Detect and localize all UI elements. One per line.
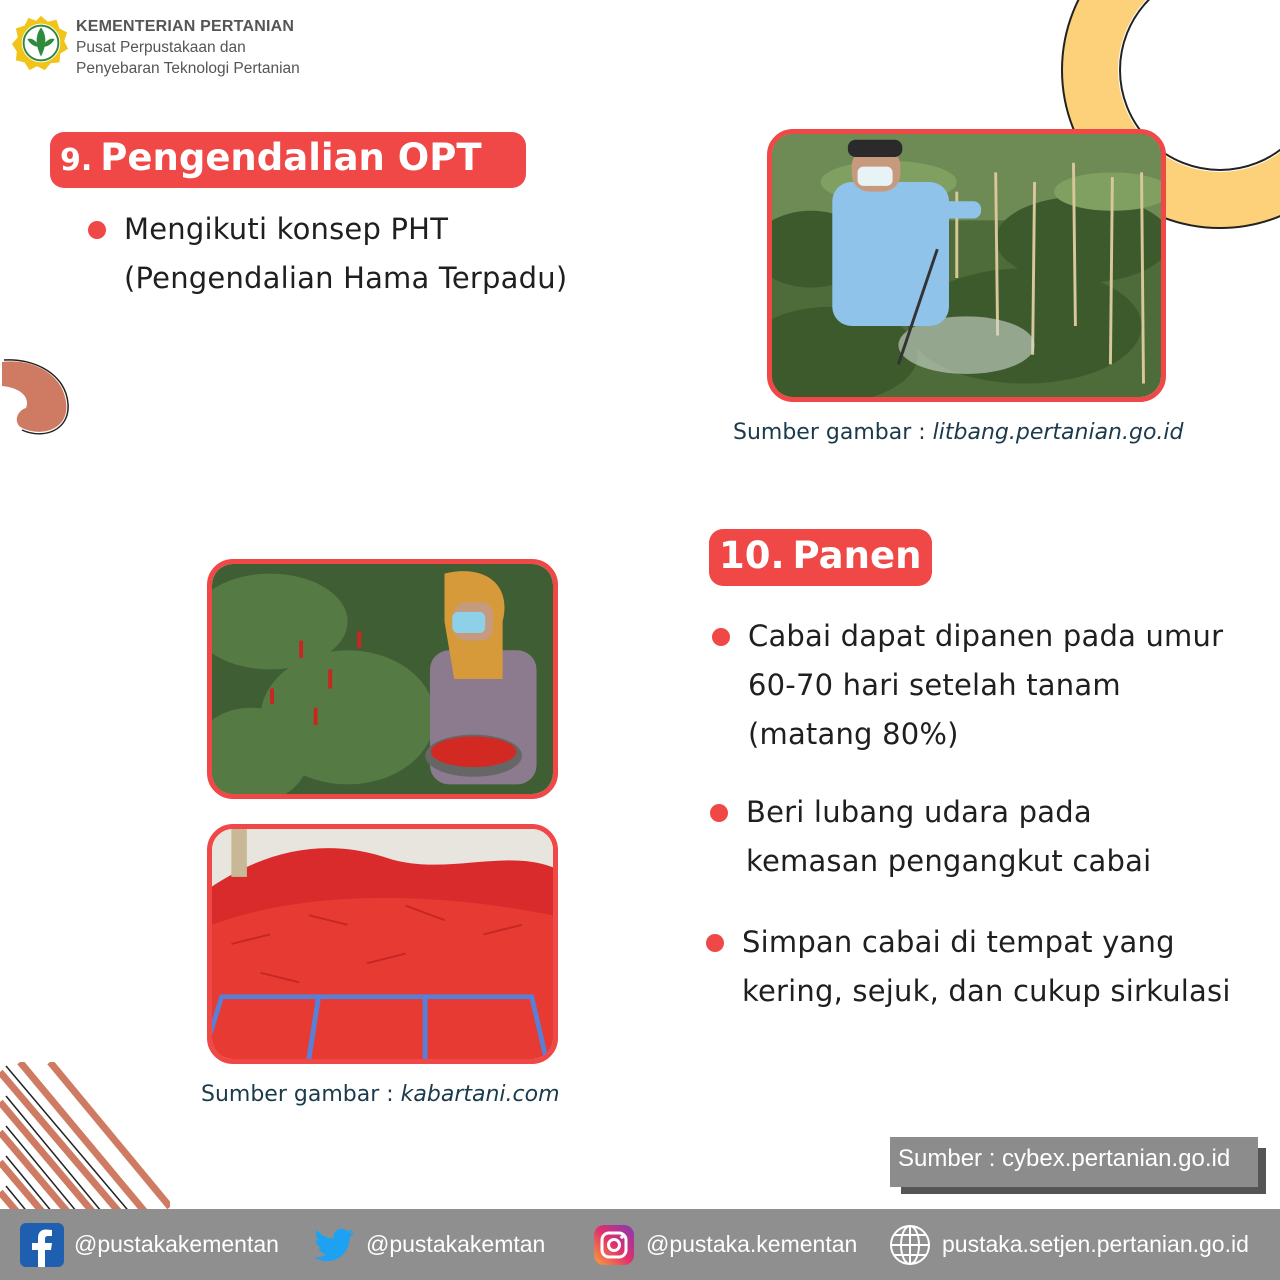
section-9-heading: [50, 132, 526, 188]
section-9-number: 9.: [60, 143, 93, 178]
twitter-handle: @pustakakemtan: [366, 1231, 546, 1257]
twitter-icon: [312, 1223, 356, 1267]
caption-prefix: Sumber gambar :: [201, 1082, 394, 1107]
section-10-number: 10.: [719, 534, 785, 577]
section-9-image-caption: [733, 420, 1183, 445]
ministry-logo-icon: [12, 14, 70, 72]
org-line-3: Penyebaran Teknologi Pertanian: [76, 60, 300, 77]
bullet-line: (matang 80%): [748, 717, 959, 751]
photo-harvesting-chili: [207, 559, 558, 799]
section-9-title: Pengendalian OPT: [100, 136, 482, 179]
bullet-line: kemasan pengangkut cabai: [746, 844, 1152, 878]
section-10-image-caption: [201, 1082, 560, 1107]
footer-facebook[interactable]: [20, 1209, 279, 1280]
caption-prefix: Sumber gambar :: [733, 420, 926, 445]
bullet-line: Cabai dapat dipanen pada umur: [748, 619, 1224, 653]
section-10-heading: [709, 529, 932, 586]
section-10-bullet-1: [748, 612, 1223, 759]
bullet-dot-icon: [88, 221, 106, 239]
org-line-2: Pusat Perpustakaan dan: [76, 39, 246, 56]
section-10-bullet-3: [742, 918, 1231, 1016]
bullet-line: 60-70 hari setelah tanam: [748, 668, 1121, 702]
bullet-line: Beri lubang udara pada: [746, 795, 1092, 829]
section-9-bullet: [124, 205, 567, 303]
bullet-dot-icon: [706, 934, 724, 952]
bullet-dot-icon: [712, 628, 730, 646]
instagram-icon: [592, 1223, 636, 1267]
instagram-handle: @pustaka.kementan: [646, 1231, 858, 1257]
photo-chili-storage: [207, 824, 558, 1064]
footer-bar: [0, 1209, 1280, 1280]
source-box: Sumber : cybex.pertanian.go.id: [890, 1137, 1258, 1187]
caption-source: litbang.pertanian.go.id: [932, 420, 1184, 445]
bullet-dot-icon: [710, 804, 728, 822]
footer-twitter[interactable]: [312, 1209, 545, 1280]
org-line-1: KEMENTERIAN PERTANIAN: [76, 18, 295, 35]
bullet-line: Simpan cabai di tempat yang: [742, 925, 1175, 959]
globe-icon: [888, 1223, 932, 1267]
bullet-line: (Pengendalian Hama Terpadu): [124, 261, 568, 295]
section-10-title: Panen: [792, 534, 922, 577]
footer-website[interactable]: [888, 1209, 1249, 1280]
facebook-handle: @pustakakementan: [74, 1231, 279, 1257]
bullet-line: Mengikuti konsep PHT: [124, 212, 449, 246]
footer-instagram[interactable]: [592, 1209, 857, 1280]
caption-source: kabartani.com: [400, 1082, 560, 1107]
website-url: pustaka.setjen.pertanian.go.id: [942, 1231, 1249, 1257]
photo-pest-control-spraying: [767, 129, 1166, 402]
section-10-bullet-2: [746, 788, 1151, 886]
decorative-bean: [0, 358, 72, 436]
facebook-icon: [20, 1223, 64, 1267]
organization-name: [76, 16, 300, 79]
bullet-line: kering, sejuk, dan cukup sirkulasi: [742, 974, 1231, 1008]
